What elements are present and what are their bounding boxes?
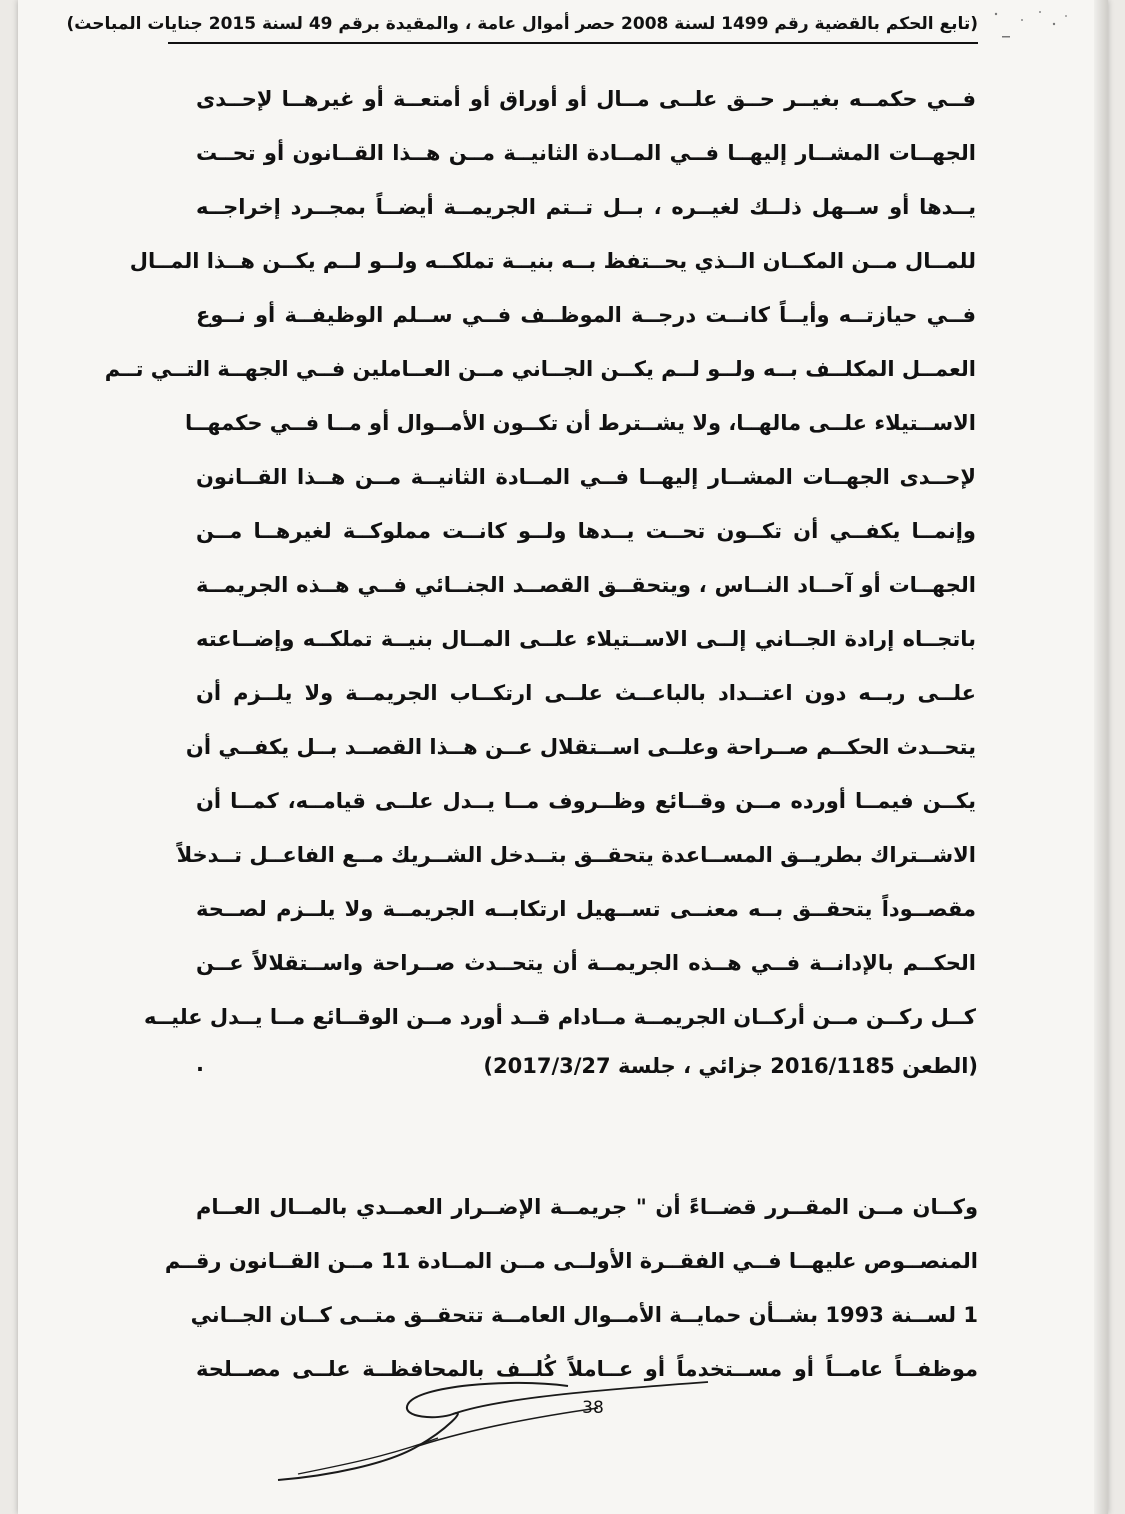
paragraph-1-line: يكــن فيمــا أورده مــن وقــائع وظــروف مــا يــدل علــى قيامــه، كمــا أن	[196, 789, 976, 813]
paragraph-1-line: فــي حيازتــه وأيــاً كانــت درجــة الموظــف فــي ســلم الوظيفــة أو نــوع	[196, 303, 976, 327]
paragraph-2-line: 1 لســنة 1993 بشــأن حمايــة الأمــوال العامــة تتحقــق متــى كــان الجــاني	[190, 1303, 978, 1327]
paragraph-1-line: باتجــاه إرادة الجــاني إلــى الاســتيلاء علــى المــال بنيــة تملكــه وإضــاعته	[196, 627, 976, 651]
case-citation: (الطعن 2016/1185 جزائي ، جلسة 2017/3/27)	[483, 1054, 978, 1078]
paragraph-1-line: يتحــدث الحكــم صــراحة وعلــى اســتقلال عــن هــذا القصــد بــل يكفــي أن	[185, 735, 976, 759]
paragraph-1-line: فــي حكمــه بغيــر حــق علــى مــال أو أوراق أو أمتعــة أو غيرهــا لإحــدى	[196, 87, 976, 111]
scan-specks	[988, 6, 1078, 42]
paragraph-2-line: موظفــاً عامــاً أو مســتخدماً أو عــاملاً كُلــف بالمحافظــة علــى مصــلحة	[196, 1357, 978, 1381]
paragraph-1	[104, 72, 976, 1084]
paragraph-2-line: وكــان مــن المقــرر قضــاءً أن " جريمــة الإضــرار العمــدي بالمــال العــام	[196, 1195, 978, 1219]
paragraph-1-end-period: .	[196, 1052, 204, 1076]
paragraph-1-line: الجهــات المشــار إليهــا فــي المــادة الثانيــة مــن هــذا القــانون أو تحــت	[196, 141, 976, 165]
paragraph-1-line: وإنمــا يكفــي أن تكــون تحــت يــدها ولــو كانــت مملوكــة لغيرهــا مــن	[196, 519, 976, 543]
paragraph-1-line: لإحــدى الجهــات المشــار إليهــا فــي المــادة الثانيــة مــن هــذا القــانون	[196, 465, 976, 489]
paragraph-1-line: الحكــم بالإدانــة فــي هــذه الجريمــة أن يتحــدث صــراحة واســتقلالاً عــن	[196, 951, 976, 975]
paragraph-1-line: الجهــات أو آحــاد النــاس ، ويتحقــق القصــد الجنــائي فــي هــذه الجريمــة	[196, 573, 976, 597]
paragraph-2-line: المنصــوص عليهــا فــي الفقــرة الأولــى مــن المــادة 11 مــن القــانون رقــم	[164, 1249, 978, 1273]
paragraph-1-line: علــى ربــه دون اعتــداد بالباعــث علــى ارتكــاب الجريمــة ولا يلــزم أن	[196, 681, 976, 705]
handwritten-signature-graphic	[268, 1368, 728, 1488]
page-number: 38	[582, 1398, 604, 1418]
paragraph-2	[164, 1180, 978, 1396]
paragraph-1-line: مقصــوداً يتحقــق بــه معنــى تســهيل ارتكابــه الجريمــة ولا يلــزم لصــحة	[196, 897, 976, 921]
paragraph-1-line: الاشــتراك بطريــق المســاعدة يتحقــق بتــدخل الشــريك مــع الفاعــل تــدخلاً	[176, 843, 976, 867]
paragraph-1-line: كــل ركــن مــن أركــان الجريمــة مــادام قــد أورد مــن الوقــائع مــا يــدل عليــه	[144, 1005, 976, 1029]
page-edge-shadow	[1094, 0, 1108, 1514]
paragraph-1-line: العمــل المكلــف بــه ولــو لــم يكــن الجــاني مــن العــاملين فــي الجهــة التــي تــم	[104, 357, 976, 381]
paragraph-1-line: الاســتيلاء علــى مالهــا، ولا يشــترط أن تكــون الأمــوال أو مــا فــي حكمهــا	[184, 411, 976, 435]
paragraph-1-line: للمــال مــن المكــان الــذي يحــتفظ بــه بنيــة تملكــه ولــو لــم يكــن هــذا المــال	[129, 249, 976, 273]
paragraph-1-line: يــدها أو ســهل ذلــك لغيــره ، بــل تــتم الجريمــة أيضــاً بمجــرد إخراجــه	[196, 195, 976, 219]
document-header: (تابع الحكم بالقضية رقم 1499 لسنة 2008 حصر أموال عامة ، والمقيدة برقم 49 لسنة 2015 جنايات المباحث)	[168, 14, 978, 44]
document-page	[18, 0, 1108, 1514]
